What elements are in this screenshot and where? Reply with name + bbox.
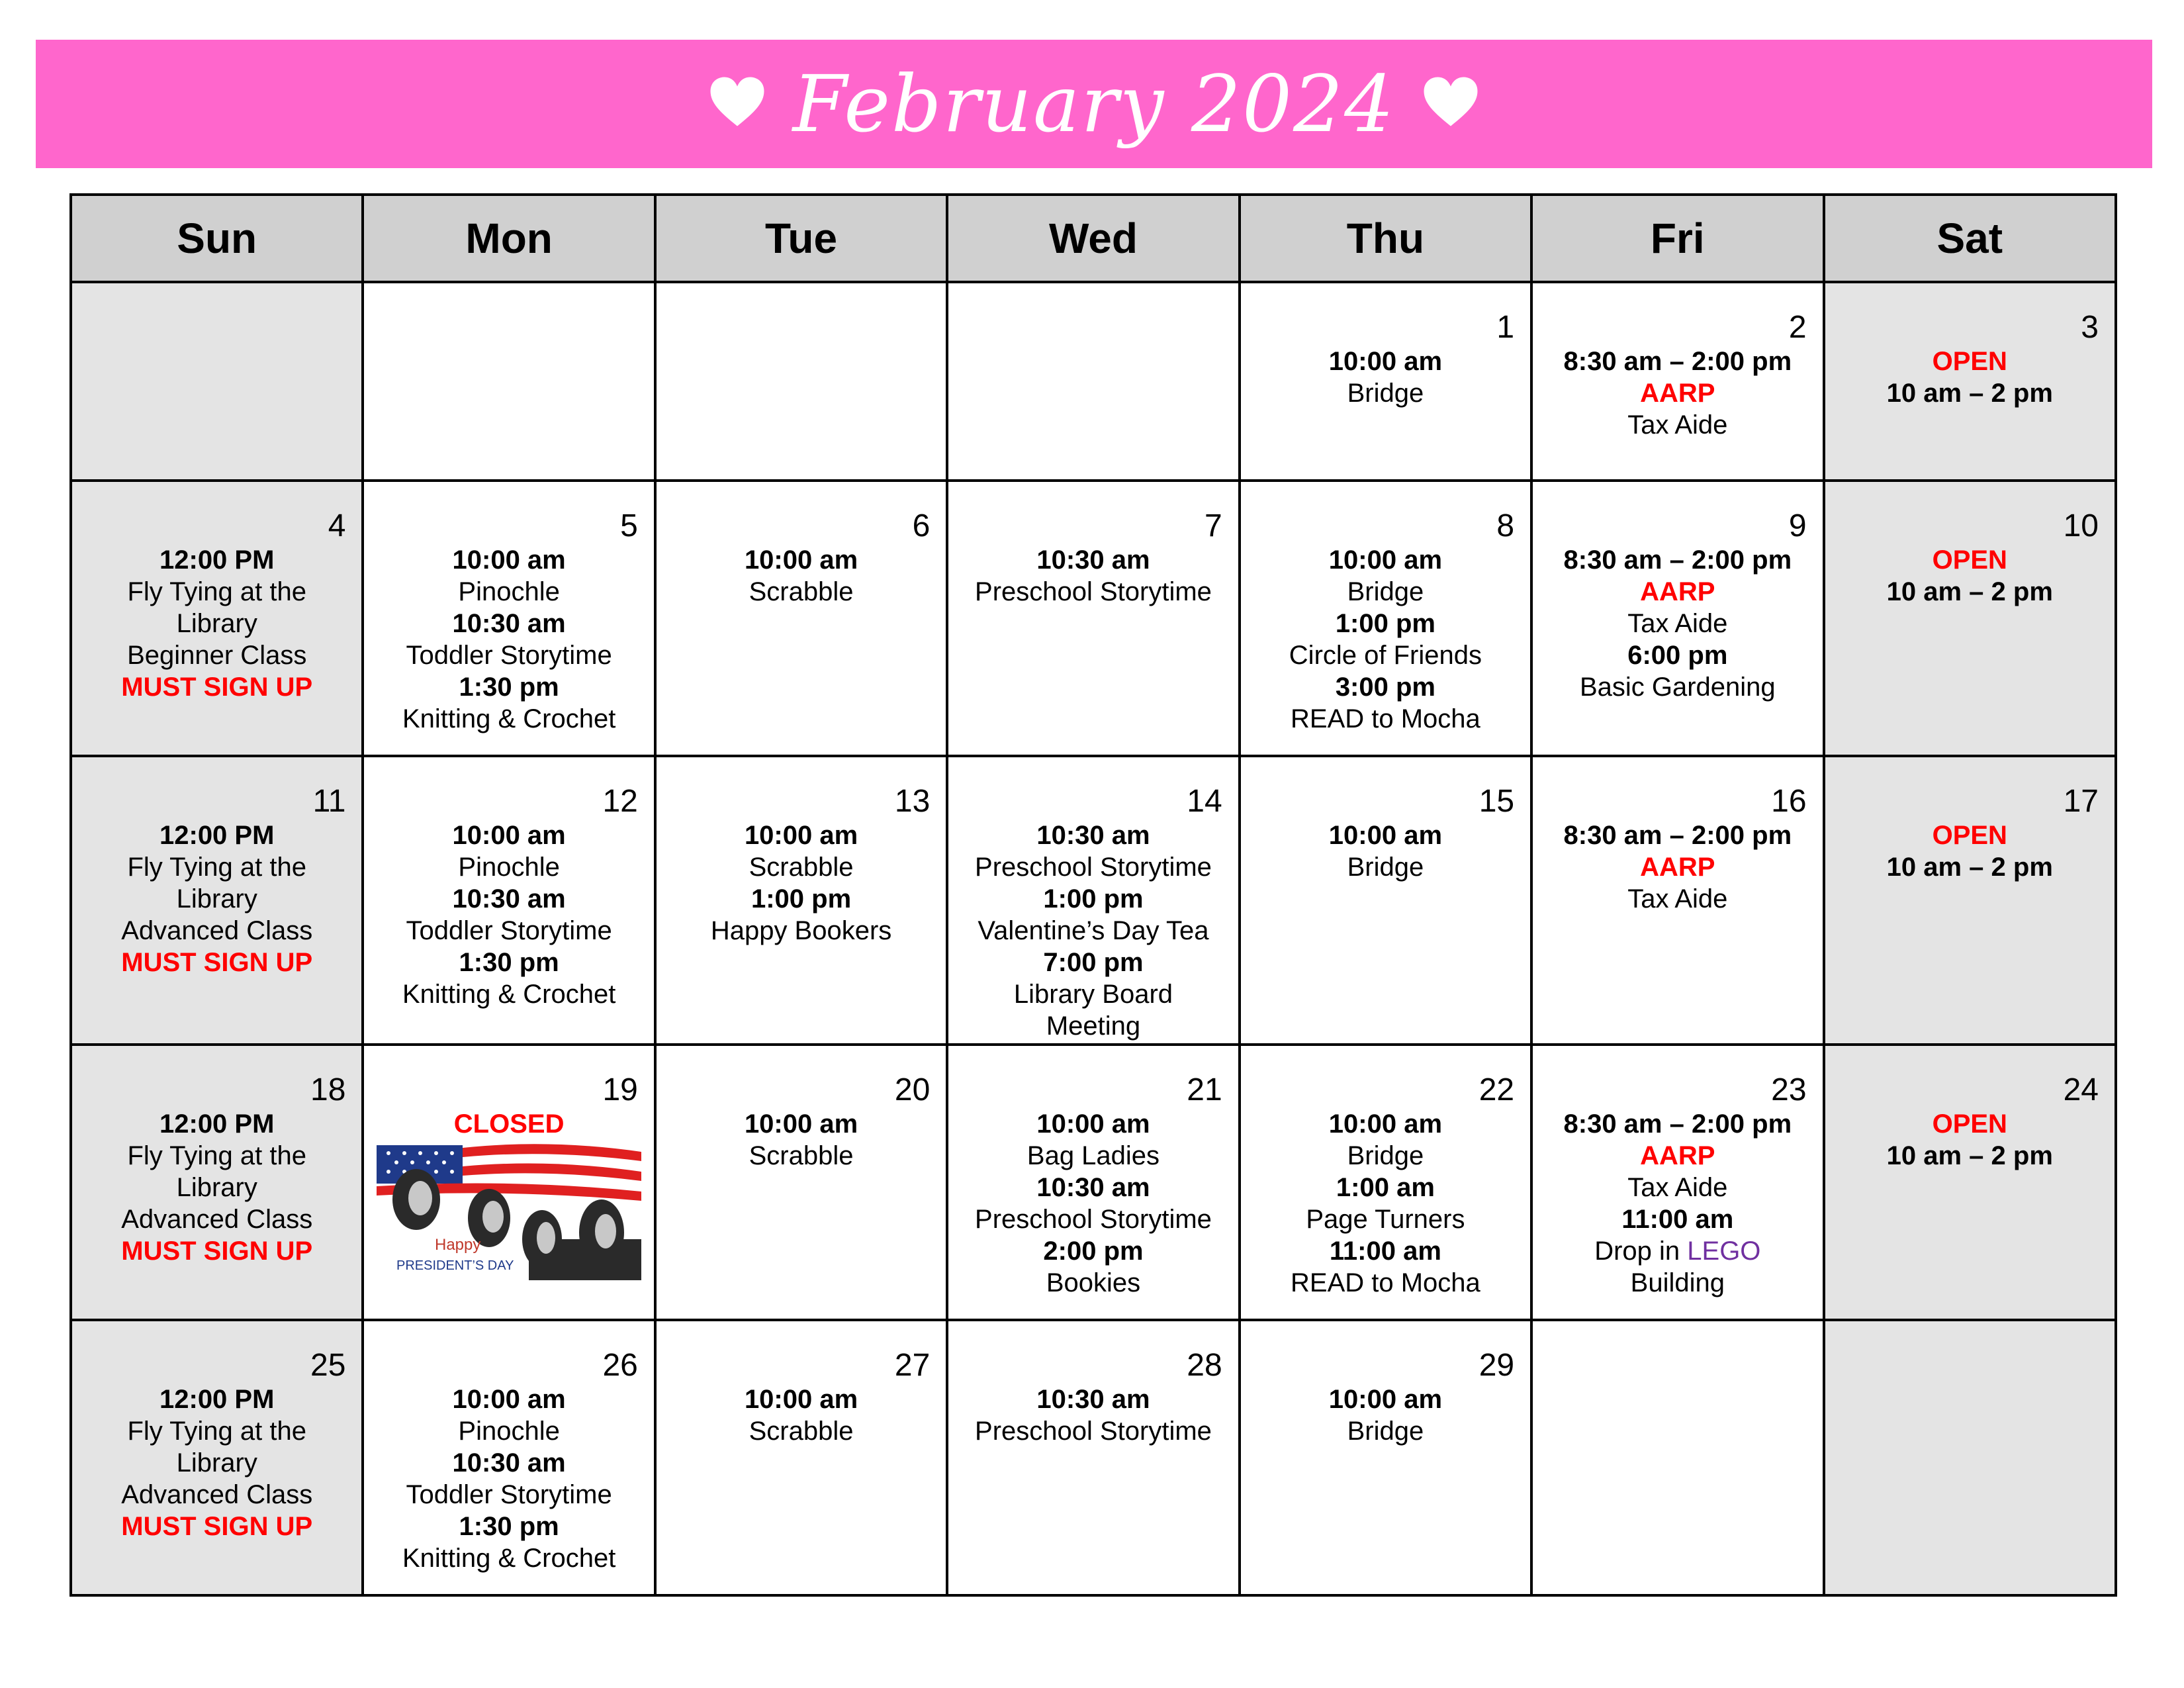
event-list [1533, 346, 1822, 441]
day-cell [71, 282, 363, 481]
event-time: 11:00 am [1621, 1204, 1734, 1234]
weekday-header: Sat [1824, 195, 2116, 282]
event-text: Bridge [1347, 379, 1424, 408]
day-cell [1240, 1045, 1531, 1320]
event-list [1241, 346, 1530, 409]
happy-text: Happy [435, 1235, 481, 1254]
weekday-header: Wed [947, 195, 1239, 282]
day-cell [947, 756, 1239, 1045]
event-time: 10:30 am [452, 608, 566, 638]
event-list [948, 820, 1238, 1042]
day-number [364, 283, 653, 346]
event-list [72, 1108, 361, 1267]
event-time: 1:30 pm [459, 1511, 559, 1541]
event-text: Basic Gardening [1579, 672, 1776, 702]
day-cell [655, 756, 947, 1045]
event-list [364, 1383, 653, 1574]
event-list [1825, 346, 2115, 409]
day-cell [71, 1320, 363, 1595]
weekday-header: Tue [655, 195, 947, 282]
week-row [71, 282, 2116, 481]
day-cell [1531, 481, 1823, 756]
day-cell [655, 1045, 947, 1320]
event-list [1241, 820, 1530, 883]
event-alert: OPEN [1932, 820, 2007, 850]
event-text: Fly Tying at the [127, 1141, 306, 1170]
day-number [657, 283, 946, 346]
day-cell [363, 282, 655, 481]
event-text: Library Board [1013, 979, 1173, 1009]
day-number: 13 [894, 783, 931, 819]
event-text: Bridge [1347, 1141, 1424, 1170]
event-text: Preschool Storytime [975, 577, 1212, 606]
calendar-grid [69, 193, 2117, 1597]
event-list [1825, 544, 2115, 608]
weekday-header-row [71, 195, 2116, 282]
event-time: 1:30 pm [459, 947, 559, 977]
day-cell [71, 1045, 363, 1320]
event-time: 10 am – 2 pm [1886, 379, 2053, 408]
event-time: 10:00 am [452, 545, 566, 575]
event-list [1241, 1383, 1530, 1447]
event-list [72, 820, 361, 978]
event-alert: AARP [1640, 1141, 1715, 1170]
heart-icon [1422, 75, 1480, 133]
event-time: 10:00 am [1328, 820, 1443, 850]
event-text: READ to Mocha [1291, 704, 1480, 733]
event-text: Tax Aide [1627, 1172, 1728, 1202]
event-list [364, 820, 653, 1010]
event-alert: MUST SIGN UP [121, 1511, 313, 1541]
event-time: 6:00 pm [1627, 640, 1728, 670]
event-text: Tax Aide [1627, 884, 1728, 914]
event-list [364, 544, 653, 735]
day-number: 29 [1479, 1347, 1515, 1383]
event-time: 3:00 pm [1335, 672, 1435, 702]
event-alert: OPEN [1932, 545, 2007, 575]
event-text: Pinochle [458, 1416, 560, 1446]
weekday-header: Mon [363, 195, 655, 282]
event-alert: CLOSED [453, 1109, 565, 1139]
event-list [657, 544, 946, 608]
event-time: 10:00 am [1328, 545, 1443, 575]
day-number [948, 283, 1238, 346]
day-cell [1531, 282, 1823, 481]
event-text: Library [176, 884, 257, 914]
event-time: 10:30 am [1036, 820, 1150, 850]
event-text: Toddler Storytime [406, 640, 612, 670]
day-number: 22 [1479, 1072, 1515, 1107]
event-time: 10:30 am [1036, 1384, 1150, 1414]
event-time: 10:30 am [1036, 545, 1150, 575]
event-time: 1:30 pm [459, 672, 559, 702]
day-cell [1240, 282, 1531, 481]
event-text: Advanced Class [121, 1204, 313, 1234]
event-text: Bridge [1347, 577, 1424, 606]
day-cell [1240, 481, 1531, 756]
event-time: 10:00 am [1328, 347, 1443, 376]
event-text: Circle of Friends [1289, 640, 1482, 670]
day-number: 8 [1496, 508, 1515, 543]
day-number: 25 [310, 1347, 346, 1383]
event-alert: AARP [1640, 852, 1715, 882]
event-text: READ to Mocha [1291, 1268, 1480, 1297]
week-row [71, 481, 2116, 756]
day-cell [947, 481, 1239, 756]
event-text: Tax Aide [1627, 410, 1728, 440]
event-text: Knitting & Crochet [402, 704, 616, 733]
day-number [72, 283, 361, 346]
day-number: 19 [602, 1072, 638, 1107]
event-time: 10:00 am [1328, 1109, 1443, 1139]
day-number: 16 [1771, 783, 1807, 819]
event-text: Pinochle [458, 852, 560, 882]
event-time: 1:00 pm [1335, 608, 1435, 638]
event-text: Scrabble [749, 1416, 854, 1446]
day-cell [363, 1045, 655, 1320]
event-list [948, 1108, 1238, 1299]
day-cell [363, 1320, 655, 1595]
day-number [1825, 1321, 2115, 1383]
event-time: 10:00 am [452, 820, 566, 850]
day-number: 26 [602, 1347, 638, 1383]
event-alert: MUST SIGN UP [121, 947, 313, 977]
event-time: 1:00 am [1336, 1172, 1435, 1202]
day-cell [363, 756, 655, 1045]
day-number: 18 [310, 1072, 346, 1107]
day-number: 10 [2063, 508, 2099, 543]
event-text: Library [176, 1172, 257, 1202]
event-text: Happy Bookers [710, 915, 892, 945]
event-text: Advanced Class [121, 915, 313, 945]
event-alert: MUST SIGN UP [121, 672, 313, 702]
weekday-header: Thu [1240, 195, 1531, 282]
event-time: 10:00 am [744, 545, 858, 575]
day-cell [363, 481, 655, 756]
event-text: Bridge [1347, 852, 1424, 882]
event-text: Preschool Storytime [975, 1416, 1212, 1446]
event-time: 8:30 am – 2:00 pm [1563, 820, 1792, 850]
event-list [948, 1383, 1238, 1447]
day-number: 12 [602, 783, 638, 819]
presidents-day-image [377, 1140, 641, 1280]
event-text: Preschool Storytime [975, 1204, 1212, 1234]
day-number: 11 [312, 783, 346, 819]
week-row [71, 1045, 2116, 1320]
event-list [1825, 820, 2115, 883]
event-text [1538, 1235, 1817, 1267]
event-text: Fly Tying at the [127, 1416, 306, 1446]
event-text: Fly Tying at the [127, 852, 306, 882]
day-number: 2 [1788, 310, 1807, 345]
day-number: 20 [894, 1072, 931, 1107]
day-cell [1824, 756, 2116, 1045]
event-text: Advanced Class [121, 1479, 313, 1509]
event-text: Scrabble [749, 852, 854, 882]
event-time: 10:30 am [452, 884, 566, 914]
event-text: Scrabble [749, 1141, 854, 1170]
event-alert: OPEN [1932, 347, 2007, 376]
day-cell [947, 282, 1239, 481]
event-time: 10:30 am [1036, 1172, 1150, 1202]
event-time: 12:00 PM [159, 820, 275, 850]
week-row [71, 756, 2116, 1045]
day-number: 5 [620, 508, 638, 543]
day-cell [1824, 282, 2116, 481]
event-time: 7:00 pm [1043, 947, 1144, 977]
event-time: 10:00 am [1328, 1384, 1443, 1414]
day-cell [655, 1320, 947, 1595]
event-text: Toddler Storytime [406, 1479, 612, 1509]
day-number: 15 [1479, 783, 1515, 819]
day-number: 17 [2063, 783, 2099, 819]
day-cell [71, 481, 363, 756]
weekday-header: Fri [1531, 195, 1823, 282]
event-time: 10 am – 2 pm [1886, 852, 2053, 882]
day-number: 28 [1187, 1347, 1222, 1383]
day-cell [1824, 481, 2116, 756]
event-time: 10 am – 2 pm [1886, 1141, 2053, 1170]
lego-text: LEGO [1687, 1236, 1761, 1266]
day-number: 7 [1204, 508, 1222, 543]
day-number: 24 [2063, 1072, 2099, 1107]
event-list [1533, 544, 1822, 703]
day-cell [1531, 1320, 1823, 1595]
event-text: Scrabble [749, 577, 854, 606]
event-list [1241, 1108, 1530, 1299]
event-time: 10:30 am [452, 1448, 566, 1477]
day-cell [947, 1045, 1239, 1320]
heart-icon [708, 75, 766, 133]
event-text: Bag Ladies [1026, 1141, 1160, 1170]
event-time: 1:00 pm [751, 884, 852, 914]
event-text: Tax Aide [1627, 608, 1728, 638]
event-list [72, 1383, 361, 1542]
day-number: 27 [894, 1347, 931, 1383]
day-number: 9 [1788, 508, 1807, 543]
day-number [1533, 1321, 1822, 1383]
event-alert: AARP [1640, 379, 1715, 408]
event-text: Page Turners [1306, 1204, 1465, 1234]
day-cell [655, 282, 947, 481]
event-text: Library [176, 1448, 257, 1477]
day-number: 23 [1771, 1072, 1807, 1107]
day-number: 14 [1187, 783, 1222, 819]
event-text: Bridge [1347, 1416, 1424, 1446]
event-time: 11:00 am [1329, 1236, 1441, 1266]
event-time: 8:30 am – 2:00 pm [1563, 1109, 1792, 1139]
event-list [657, 1383, 946, 1447]
event-time: 12:00 PM [159, 1384, 275, 1414]
month-banner [36, 40, 2152, 168]
day-cell [1531, 1045, 1823, 1320]
event-list [657, 1108, 946, 1172]
day-number: 3 [2081, 310, 2099, 345]
event-text: Beginner Class [127, 640, 307, 670]
event-list [1825, 1108, 2115, 1172]
event-text: Preschool Storytime [975, 852, 1212, 882]
event-time: 2:00 pm [1043, 1236, 1144, 1266]
event-time: 8:30 am – 2:00 pm [1563, 347, 1792, 376]
day-cell [947, 1320, 1239, 1595]
event-list [364, 1108, 653, 1140]
week-row [71, 1320, 2116, 1595]
event-text: Knitting & Crochet [402, 979, 616, 1009]
event-list [948, 544, 1238, 608]
event-alert: OPEN [1932, 1109, 2007, 1139]
event-list [1241, 544, 1530, 735]
event-text: Pinochle [458, 577, 560, 606]
event-time: 12:00 PM [159, 1109, 275, 1139]
event-text: Building [1630, 1268, 1725, 1297]
event-text: Bookies [1046, 1268, 1141, 1297]
day-number: 4 [328, 508, 346, 543]
event-alert: AARP [1640, 577, 1715, 606]
event-list [72, 544, 361, 703]
event-time: 1:00 pm [1043, 884, 1144, 914]
day-cell [655, 481, 947, 756]
day-number: 1 [1496, 310, 1515, 345]
event-text: Fly Tying at the [127, 577, 306, 606]
event-time: 10:00 am [452, 1384, 566, 1414]
event-text: Library [176, 608, 257, 638]
day-number: 6 [912, 508, 931, 543]
day-cell [1531, 756, 1823, 1045]
event-time: 12:00 PM [159, 545, 275, 575]
event-time: 10:00 am [1036, 1109, 1150, 1139]
event-time: 10:00 am [744, 1384, 858, 1414]
page-title: February 2024 [792, 58, 1396, 150]
event-time: 8:30 am – 2:00 pm [1563, 545, 1792, 575]
day-cell [1240, 756, 1531, 1045]
presidents-day-text: PRESIDENT’S DAY [396, 1258, 514, 1273]
event-list [657, 820, 946, 947]
day-number: 21 [1187, 1072, 1222, 1107]
event-time: 10:00 am [744, 820, 858, 850]
event-text: Knitting & Crochet [402, 1543, 616, 1573]
day-cell [1824, 1320, 2116, 1595]
event-list [1533, 820, 1822, 915]
event-time: 10 am – 2 pm [1886, 577, 2053, 606]
weekday-header: Sun [71, 195, 363, 282]
day-cell [1824, 1045, 2116, 1320]
event-list [1533, 1108, 1822, 1299]
event-text-part: Drop in [1594, 1236, 1688, 1266]
day-cell [71, 756, 363, 1045]
event-time: 10:00 am [744, 1109, 858, 1139]
event-text: Toddler Storytime [406, 915, 612, 945]
event-text: Meeting [1046, 1011, 1141, 1041]
event-alert: MUST SIGN UP [121, 1236, 313, 1266]
day-cell [1240, 1320, 1531, 1595]
event-text: Valentine’s Day Tea [978, 915, 1209, 945]
